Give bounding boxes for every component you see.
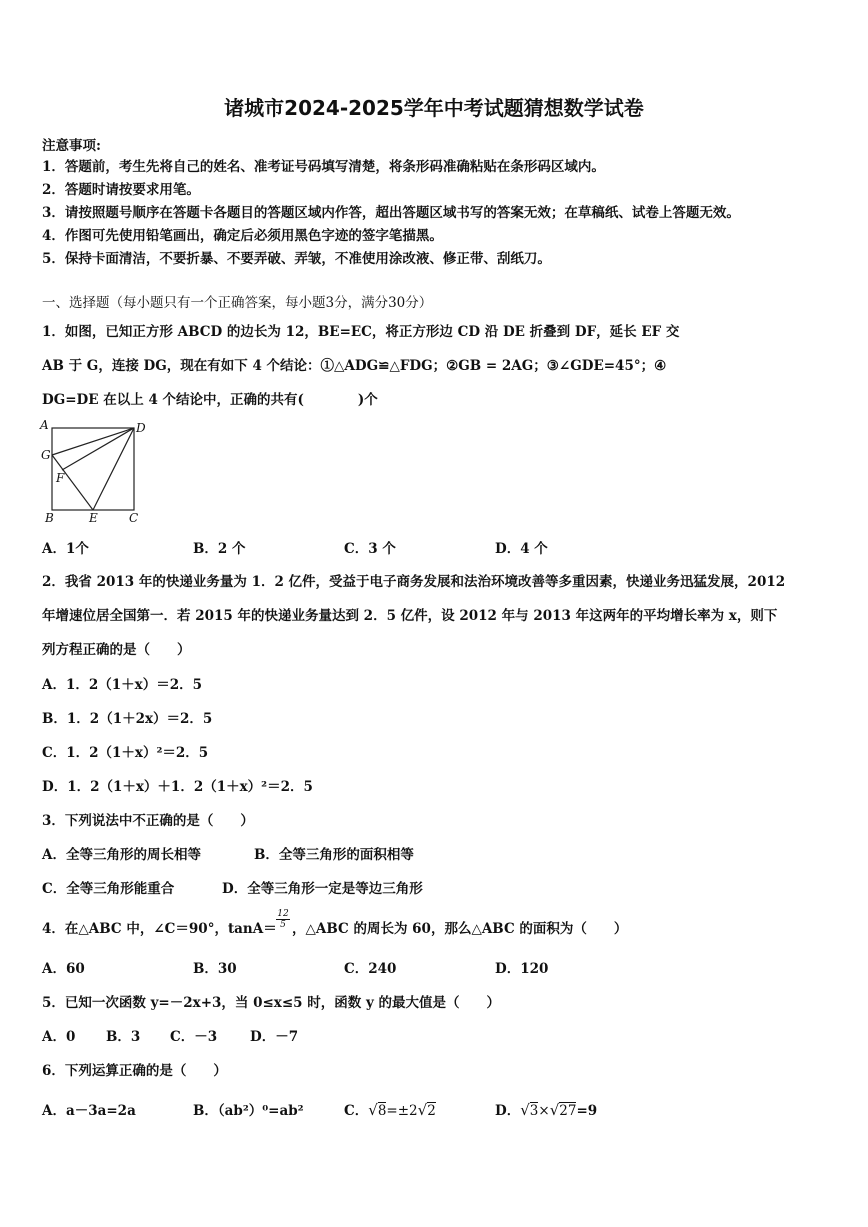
q3-stem: 3．下列说法中不正确的是（ ） bbox=[42, 813, 254, 829]
label-g: G bbox=[41, 448, 51, 462]
q1-option-d: D．4 个 bbox=[495, 541, 548, 557]
q4-fraction bbox=[276, 909, 290, 931]
notice-item: 2．答题时请按要求用笔。 bbox=[42, 182, 200, 198]
q6-option-c-middle: =±2 bbox=[386, 1103, 418, 1119]
label-e: E bbox=[89, 511, 98, 525]
q4-fraction-numerator: 12 bbox=[277, 909, 289, 919]
q6-option-d-end: =9 bbox=[576, 1103, 598, 1119]
q2-line3: 列方程正确的是（ ） bbox=[42, 642, 191, 658]
q3-option-d: D．全等三角形一定是等边三角形 bbox=[222, 881, 423, 897]
q2-option-b: B．1．2（1＋2x）＝2．5 bbox=[42, 711, 213, 727]
q6-option-c bbox=[344, 1099, 436, 1119]
section-heading: 一、选择题（每小题只有一个正确答案，每小题3分，满分30分） bbox=[42, 295, 433, 311]
q2-option-c: C．1．2（1＋x）²＝2．5 bbox=[42, 745, 209, 761]
q5-option-b: B．3 bbox=[106, 1029, 141, 1045]
q6-option-c-label: C． bbox=[344, 1103, 369, 1119]
q6-option-c-radicand-2: 2 bbox=[427, 1103, 436, 1119]
notice-heading: 注意事项: bbox=[42, 138, 101, 154]
q4-stem-a: 4．在△ABC 中，∠C＝90°，tanA＝ bbox=[42, 921, 277, 937]
q6-option-c-radicand-1: 8 bbox=[377, 1103, 387, 1119]
q2-line2: 年增速位居全国第一．若 2015 年的快递业务量达到 2．5 亿件，设 2012 年与 2013 年这两年的平均增长率为 x，则下 bbox=[42, 608, 778, 624]
q6-option-a: A．a－3a=2a bbox=[42, 1103, 136, 1119]
notice-item: 3．请按照题号顺序在答题卡各题目的答题区域内作答，超出答题区域书写的答案无效；在草稿纸、试卷上答题无效。 bbox=[42, 205, 740, 221]
q4-fraction-denominator: 5 bbox=[280, 920, 286, 930]
q2-option-d: D．1．2（1＋x）＋1．2（1＋x）²＝2．5 bbox=[42, 779, 313, 795]
sqrt-sign-icon: √ bbox=[549, 1101, 560, 1119]
page-title: 诸城市2024-2025学年中考试题猜想数学试卷 bbox=[224, 96, 644, 120]
square-figure bbox=[38, 418, 148, 526]
q3-option-b: B．全等三角形的面积相等 bbox=[254, 847, 414, 863]
label-c: C bbox=[129, 511, 139, 525]
q6-option-d-label: D． bbox=[495, 1103, 521, 1119]
q6-option-d bbox=[495, 1099, 597, 1119]
label-d: D bbox=[136, 421, 146, 435]
sqrt-sign-icon: √ bbox=[417, 1101, 428, 1119]
label-b: B bbox=[45, 511, 54, 525]
sqrt-sign-icon: √ bbox=[368, 1101, 378, 1119]
q5-option-d: D．－7 bbox=[250, 1029, 299, 1045]
q6-option-d-radicand-1: 3 bbox=[529, 1103, 539, 1119]
label-f: F bbox=[56, 471, 65, 485]
q5-option-c: C．－3 bbox=[170, 1029, 218, 1045]
q4-option-a: A．60 bbox=[42, 961, 85, 977]
q1-line1: 1．如图，已知正方形 ABCD 的边长为 12，BE=EC，将正方形边 CD 沿 DE 折叠到 DF，延长 EF 交 bbox=[42, 324, 680, 340]
q3-option-a: A．全等三角形的周长相等 bbox=[42, 847, 201, 863]
q4-option-d: D．120 bbox=[495, 961, 549, 977]
q5-stem: 5．已知一次函数 y=－2x+3，当 0≤x≤5 时，函数 y 的最大值是（ ） bbox=[42, 995, 500, 1011]
q6-option-d-middle: × bbox=[538, 1103, 550, 1119]
sqrt-sign-icon: √ bbox=[520, 1101, 530, 1119]
q4-stem-b: ，△ABC 的周长为 60，那么△ABC 的面积为（ ） bbox=[292, 921, 628, 937]
notice-item: 1．答题前，考生先将自己的姓名、准考证号码填写清楚，将条形码准确粘贴在条形码区域内。 bbox=[42, 159, 605, 175]
q6-option-b: B．（ab²）⁰=ab² bbox=[193, 1103, 304, 1119]
q1-option-c: C．3 个 bbox=[344, 541, 396, 557]
q4-option-b: B．30 bbox=[193, 961, 237, 977]
notice-item: 4．作图可先使用铅笔画出，确定后必须用黑色字迹的签字笔描黑。 bbox=[42, 228, 443, 244]
q2-line1: 2．我省 2013 年的快递业务量为 1．2 亿件，受益于电子商务发展和法治环境改善等多重因素，快递业务迅猛发展，2012 bbox=[42, 574, 786, 590]
q5-option-a: A．0 bbox=[42, 1029, 76, 1045]
q3-option-c: C．全等三角形能重合 bbox=[42, 881, 175, 897]
q1-option-b: B．2 个 bbox=[193, 541, 246, 557]
q6-stem: 6．下列运算正确的是（ ） bbox=[42, 1063, 227, 1079]
label-a: A bbox=[40, 418, 49, 432]
notice-item: 5．保持卡面清洁，不要折暴、不要弄破、弄皱，不准使用涂改液、修正带、刮纸刀。 bbox=[42, 251, 551, 267]
q1-line3: DG=DE 在以上 4 个结论中，正确的共有( )个 bbox=[42, 392, 378, 408]
q1-line2: AB 于 G，连接 DG，现在有如下 4 个结论：①△ADG≌△FDG；②GB = 2AG；③∠GDE=45°；④ bbox=[42, 358, 667, 374]
q1-option-a: A．1个 bbox=[42, 541, 89, 557]
q2-option-a: A．1．2（1＋x）＝2．5 bbox=[42, 677, 202, 693]
q6-option-d-radicand-2: 27 bbox=[559, 1103, 577, 1119]
q4-option-c: C．240 bbox=[344, 961, 397, 977]
